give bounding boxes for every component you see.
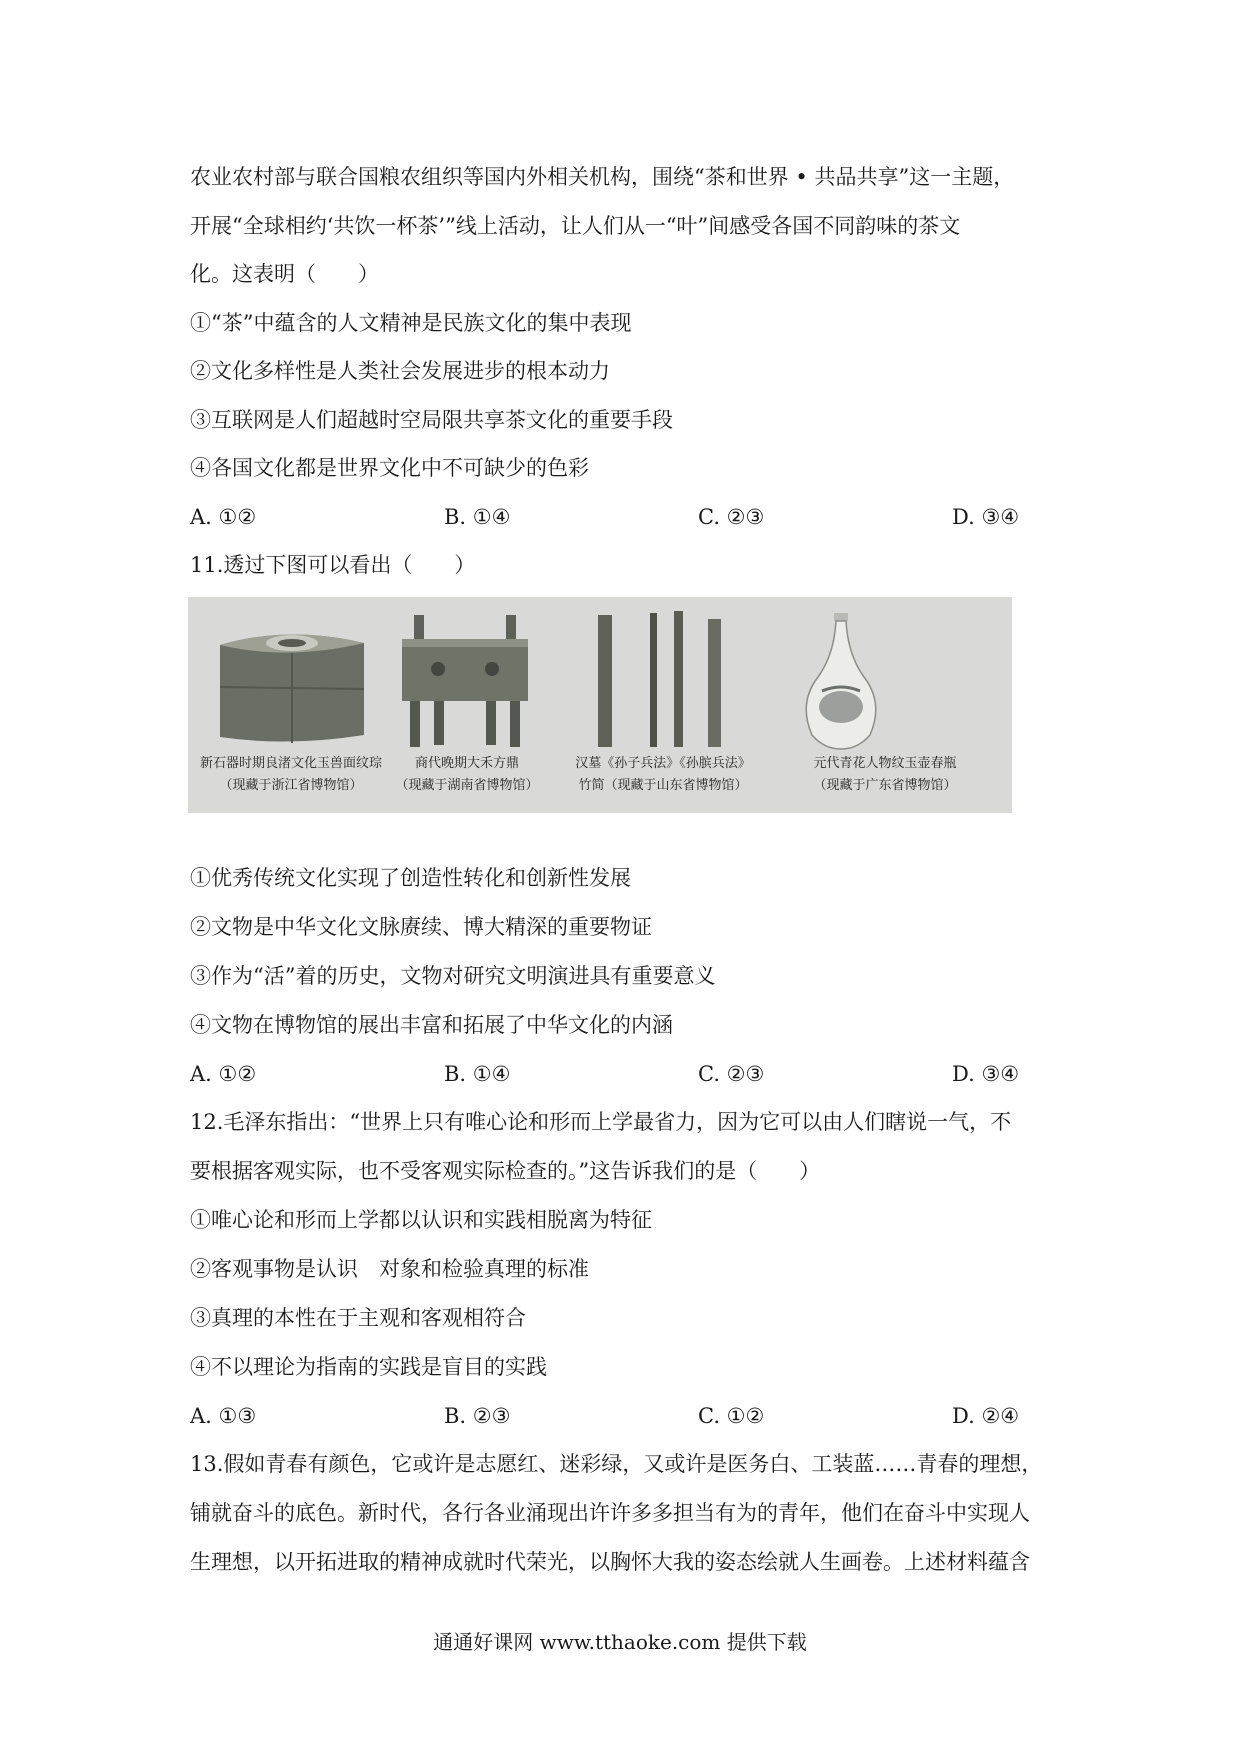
- q11-option-d[interactable]: D. ③④: [952, 1062, 1020, 1086]
- q10-statement-1: ①“茶”中蕴含的人文精神是民族文化的集中表现: [190, 311, 632, 335]
- q11-statement-3: ③作为“活”着的历史，文物对研究文明演进具有重要意义: [190, 964, 716, 988]
- q10-option-c[interactable]: C. ②③: [698, 505, 765, 529]
- q10-option-b[interactable]: B. ①④: [444, 505, 511, 529]
- q10-statement-3: ③互联网是人们超越时空局限共享茶文化的重要手段: [190, 408, 673, 432]
- q11-statement-2: ②文物是中华文化文脉赓续、博大精深的重要物证: [190, 915, 652, 939]
- page-footer: 通通好课网 www.tthaoke.com 提供下载: [433, 1630, 807, 1654]
- q12-stem-line-1: 12.毛泽东指出：“世界上只有唯心论和形而上学最省力，因为它可以由人们瞎说一气，不: [190, 1110, 1012, 1134]
- caption-bamboo-slips: [560, 753, 766, 797]
- q10-stem-line-1: 农业农村部与联合国粮农组织等国内外相关机构，围绕“茶和世界 • 共品共享”这一主题，: [190, 165, 1015, 189]
- q10-statement-4: ④各国文化都是世界文化中不可缺少的色彩: [190, 456, 589, 480]
- caption-ding-vessel: [364, 753, 570, 797]
- q10-option-a[interactable]: A. ①②: [190, 505, 257, 529]
- q12-option-a[interactable]: A. ①③: [190, 1404, 257, 1428]
- q12-option-d[interactable]: D. ②④: [952, 1404, 1020, 1428]
- artifact-figure: [188, 597, 1012, 813]
- q11-stem: 11.透过下图可以看出（ ）: [190, 553, 476, 577]
- caption-line: 汉墓《孙子兵法》《孙膑兵法》: [575, 756, 751, 771]
- q12-statement-4: ④不以理论为指南的实践是盲目的实践: [190, 1355, 547, 1379]
- caption-line: （现藏于浙江省博物馆）: [219, 778, 363, 793]
- q12-options: [190, 1400, 1060, 1432]
- q11-option-a[interactable]: A. ①②: [190, 1062, 257, 1086]
- caption-line: 新石器时期良渚文化玉兽面纹琮: [199, 756, 382, 771]
- q10-stem-line-2: 开展“全球相约‘共饮一杯茶’”线上活动，让人们从一“叶”间感受各国不同韵味的茶文: [190, 214, 961, 238]
- bamboo-slips-image: [598, 611, 721, 747]
- q12-statement-1: ①唯心论和形而上学都以认识和实践相脱离为特征: [190, 1208, 652, 1232]
- q13-stem-line-2: 铺就奋斗的底色。新时代，各行各业涌现出许许多多担当有为的青年，他们在奋斗中实现人: [190, 1501, 1030, 1525]
- q12-option-b[interactable]: B. ②③: [444, 1404, 511, 1428]
- caption-vase: [782, 753, 988, 797]
- q11-options: [190, 1058, 1060, 1090]
- vase-image: [806, 613, 876, 749]
- caption-line: 竹简（现藏于山东省博物馆）: [578, 778, 748, 793]
- q10-statement-2: ②文化多样性是人类社会发展进步的根本动力: [190, 359, 610, 383]
- caption-line: 元代青花人物纹玉壶春瓶: [813, 756, 957, 771]
- q13-stem-line-3: 生理想，以开拓进取的精神成就时代荣光，以胸怀大我的姿态绘就人生画卷。上述材料蕴含: [190, 1550, 1030, 1574]
- q12-option-c[interactable]: C. ①②: [698, 1404, 765, 1428]
- caption-line: （现藏于湖南省博物馆）: [395, 778, 539, 793]
- q12-statement-3: ③真理的本性在于主观和客观相符合: [190, 1306, 526, 1330]
- q11-option-b[interactable]: B. ①④: [444, 1062, 511, 1086]
- q12-statement-2: ②客观事物是认识 对象和检验真理的标准: [190, 1257, 589, 1281]
- q11-option-c[interactable]: C. ②③: [698, 1062, 765, 1086]
- jade-cong-image: [220, 634, 364, 743]
- q12-stem-line-2: 要根据客观实际，也不受客观实际检查的。”这告诉我们的是（ ）: [190, 1159, 821, 1183]
- q10-option-d[interactable]: D. ③④: [952, 505, 1020, 529]
- q10-options: [190, 501, 1060, 533]
- caption-line: 商代晚期大禾方鼎: [414, 756, 519, 771]
- q11-statement-4: ④文物在博物馆的展出丰富和拓展了中华文化的内涵: [190, 1013, 673, 1037]
- ding-vessel-image: [402, 615, 528, 747]
- q11-statement-1: ①优秀传统文化实现了创造性转化和创新性发展: [190, 866, 631, 890]
- q10-stem-line-3: 化。这表明（ ）: [190, 262, 379, 286]
- q13-stem-line-1: 13.假如青春有颜色，它或许是志愿红、迷彩绿，又或许是医务白、工装蓝……青春的理想，: [190, 1452, 1043, 1476]
- caption-line: （现藏于广东省博物馆）: [813, 778, 957, 793]
